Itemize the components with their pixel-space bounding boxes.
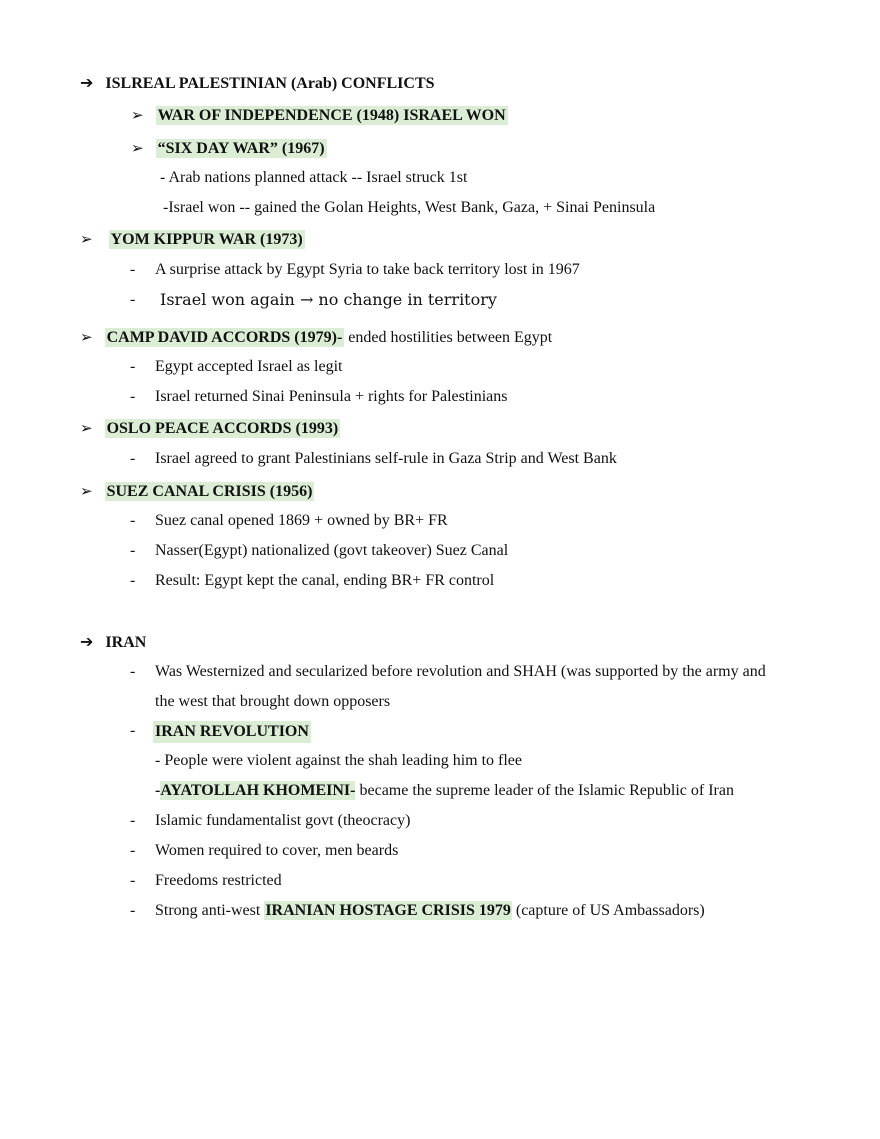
item-text: Was Westernized and secularized before revolution and SHAH (was supported by the army and bbox=[155, 663, 766, 680]
item-text: A surprise attack by Egypt Syria to take back territory lost in 1967 bbox=[155, 261, 580, 278]
item-text: ended hostilities between Egypt bbox=[344, 329, 553, 346]
dash-item bbox=[130, 871, 282, 891]
prefix-dash: - bbox=[155, 782, 161, 799]
arrowhead-bullet-icon: ➢ bbox=[80, 328, 93, 346]
dash-bullet: - bbox=[130, 842, 136, 859]
dash-item bbox=[130, 721, 309, 741]
list-item-oslo bbox=[80, 418, 340, 439]
dash-item bbox=[130, 387, 508, 407]
item-text: (capture of US Ambassadors) bbox=[511, 902, 705, 919]
item-text: Women required to cover, men beards bbox=[155, 842, 399, 859]
item-text: Nasser(Egypt) nationalized (govt takeover) Suez Canal bbox=[155, 542, 509, 559]
arrow-bullet-icon: ➔ bbox=[80, 73, 94, 92]
arrowhead-bullet-icon: ➢ bbox=[80, 230, 93, 248]
section-heading-conflicts bbox=[80, 73, 435, 94]
heading-text: ISLREAL PALESTINIAN (Arab) CONFLICTS bbox=[105, 75, 435, 92]
item-text-row bbox=[155, 901, 705, 921]
note-line: - People were violent against the shah leading him to flee bbox=[155, 752, 522, 769]
dash-item bbox=[130, 541, 509, 561]
highlighted-term: CAMP DAVID ACCORDS (1979)- bbox=[106, 329, 343, 346]
item-text: Strong anti-west bbox=[155, 902, 265, 919]
highlighted-term: AYATOLLAH KHOMEINI- bbox=[160, 782, 356, 799]
item-text: Result: Egypt kept the canal, ending BR+ FR control bbox=[155, 572, 495, 589]
heading-text: IRAN bbox=[105, 634, 147, 651]
list-item-war-1948 bbox=[131, 105, 508, 126]
highlighted-term: SUEZ CANAL CRISIS (1956) bbox=[106, 483, 313, 500]
dash-bullet: - bbox=[130, 812, 136, 829]
item-text: Israel agreed to grant Palestinians self-rule in Gaza Strip and West Bank bbox=[155, 450, 617, 467]
dash-item bbox=[130, 901, 705, 921]
item-text: Suez canal opened 1869 + owned by BR+ FR bbox=[155, 512, 448, 529]
arrowhead-bullet-icon: ➢ bbox=[131, 106, 144, 124]
dash-item bbox=[130, 662, 766, 682]
dash-item bbox=[130, 260, 580, 280]
arrow-bullet-icon: ➔ bbox=[80, 632, 94, 651]
item-text: Freedoms restricted bbox=[155, 872, 282, 889]
dash-item bbox=[130, 571, 495, 591]
note-line: -Israel won -- gained the Golan Heights, West Bank, Gaza, + Sinai Peninsula bbox=[163, 199, 656, 216]
dash-bullet: - bbox=[130, 450, 136, 467]
list-item-camp-david bbox=[80, 327, 552, 348]
dash-bullet: - bbox=[130, 542, 136, 559]
dash-item bbox=[130, 841, 399, 861]
list-item-suez bbox=[80, 481, 314, 502]
dash-bullet: - bbox=[130, 722, 136, 739]
highlighted-term: IRAN REVOLUTION bbox=[153, 721, 311, 743]
dash-item bbox=[130, 290, 497, 310]
item-text: Egypt accepted Israel as legit bbox=[155, 358, 343, 375]
dash-bullet: - bbox=[130, 902, 136, 919]
dash-item bbox=[130, 357, 343, 377]
dash-bullet: - bbox=[130, 872, 136, 889]
item-text: Israel returned Sinai Peninsula + rights for Palestinians bbox=[155, 388, 508, 405]
list-item-six-day-war bbox=[131, 138, 327, 159]
highlighted-term: WAR OF INDEPENDENCE (1948) ISRAEL WON bbox=[157, 107, 506, 124]
note-line-khomeini bbox=[155, 781, 734, 801]
dash-bullet: - bbox=[130, 512, 136, 529]
item-text: became the supreme leader of the Islamic Republic of Iran bbox=[355, 782, 734, 799]
dash-bullet: - bbox=[130, 663, 136, 680]
highlighted-term: IRANIAN HOSTAGE CRISIS 1979 bbox=[265, 902, 511, 919]
dash-item bbox=[130, 511, 448, 531]
arrowhead-bullet-icon: ➢ bbox=[80, 419, 93, 437]
arrowhead-bullet-icon: ➢ bbox=[80, 482, 93, 500]
dash-bullet: - bbox=[130, 358, 136, 375]
highlighted-term: OSLO PEACE ACCORDS (1993) bbox=[106, 420, 339, 437]
highlighted-term: YOM KIPPUR WAR (1973) bbox=[110, 231, 303, 248]
dash-item bbox=[130, 811, 411, 831]
section-heading-iran bbox=[80, 632, 146, 653]
item-text: Israel won again → no change in territory bbox=[160, 290, 497, 309]
dash-bullet: - bbox=[130, 291, 136, 308]
highlighted-term: “SIX DAY WAR” (1967) bbox=[157, 140, 325, 157]
note-line: - Arab nations planned attack -- Israel struck 1st bbox=[160, 169, 468, 186]
list-item-yom-kippur bbox=[80, 229, 305, 250]
item-text: Islamic fundamentalist govt (theocracy) bbox=[155, 812, 411, 829]
item-text-continued: the west that brought down opposers bbox=[155, 693, 391, 710]
dash-bullet: - bbox=[130, 572, 136, 589]
dash-bullet: - bbox=[130, 261, 136, 278]
dash-bullet: - bbox=[130, 388, 136, 405]
dash-item bbox=[130, 449, 617, 469]
arrowhead-bullet-icon: ➢ bbox=[131, 139, 144, 157]
